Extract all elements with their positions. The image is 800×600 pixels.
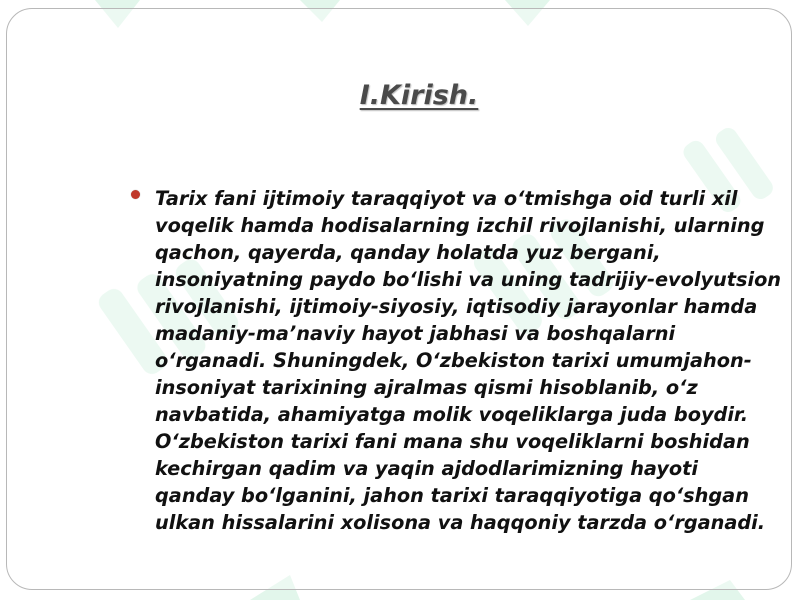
slide-title: I.Kirish.	[359, 80, 479, 111]
bullet-icon	[131, 190, 140, 199]
slide-paragraph: Tarix fani ijtimoiy taraqqiyot va o‘tmishga oid turli xil voqelik hamda hodisalarning izchil rivojlanishi, ularning qachon, qayerda, qanday holatda yuz bergani, insoniyatning paydo bo‘lishi va uning tadrijiy-evolyutsion rivojlanishi, ijtimoiy-siyosiy, iqtisodiy jarayonlar hamda madaniy-ma’naviy hayot jabhasi va boshqalarni o‘rganadi. Shuningdek, O‘zbekiston tarixi umumjahon- insoniyat tarixining ajralmas qismi hisoblanib, o‘z navbatida, ahamiyatga molik voqeliklarga juda boydir. O‘zbekiston tarixi fani mana shu voqeliklarni boshidan kechirgan qadim va yaqin ajdodlarimizning hayoti qanday bo‘lganini, jahon tarixi taraqqiyotiga qo‘shgan ulkan hissalarini xolisona va haqqoniy tarzda o‘rganadi.	[155, 187, 782, 534]
